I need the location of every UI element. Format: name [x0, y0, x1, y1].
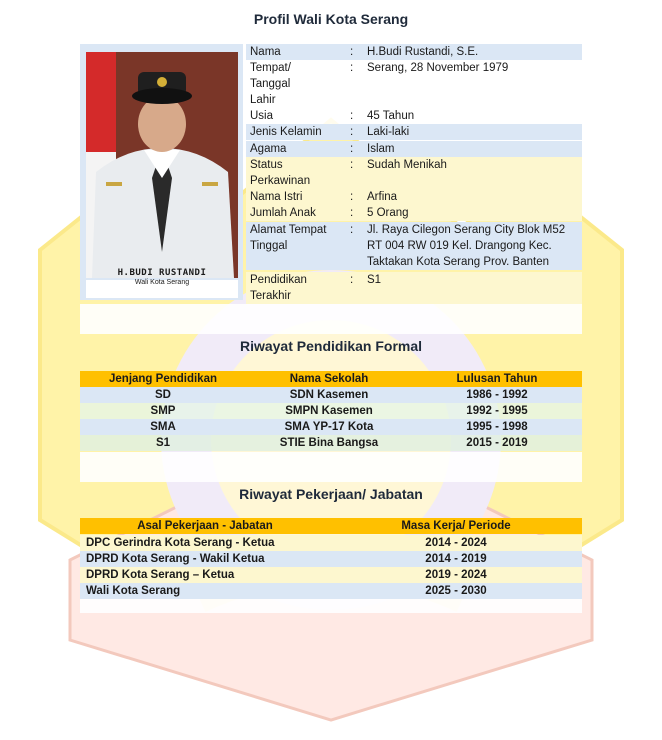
- education-row: [80, 435, 582, 451]
- profile-colon: :: [350, 110, 354, 122]
- profile-value: Serang, 28 November 1979: [367, 62, 509, 74]
- education-header-row: [80, 371, 582, 387]
- profile-label: Pendidikan Terakhir: [250, 274, 307, 302]
- profile-row-pendidikan-terakhir: [246, 272, 582, 304]
- education-cell: SMA: [150, 421, 176, 433]
- jobs-cell: 2014 - 2019: [425, 553, 487, 565]
- profile-colon: :: [350, 46, 354, 58]
- photo-caption-role: Wali Kota Serang: [134, 279, 190, 286]
- education-cell: SD: [155, 389, 171, 401]
- profile-value: Laki-laki: [367, 126, 410, 138]
- profile-value: S1: [367, 274, 382, 286]
- profile-row-jumlah-anak: [246, 205, 582, 221]
- profile-colon: :: [350, 224, 354, 236]
- education-cell: 1986 - 1992: [466, 389, 528, 401]
- education-title: Riwayat Pendidikan Formal: [239, 338, 423, 354]
- education-cell: SDN Kasemen: [289, 389, 369, 401]
- profile-row-nama-istri: [246, 189, 582, 205]
- spacer: [80, 599, 582, 613]
- jobs-cell: 2014 - 2024: [425, 537, 487, 549]
- profile-label: Jumlah Anak: [250, 207, 316, 219]
- jobs-cell: 2019 - 2024: [425, 569, 487, 581]
- photo-caption: [86, 268, 238, 298]
- profile-value: Arfina: [367, 191, 398, 203]
- profile-label: Tempat/ Tanggal Lahir: [250, 62, 291, 106]
- profile-row-alamat: [246, 222, 582, 270]
- profile-row-usia: [246, 108, 582, 124]
- education-cell: SMA YP-17 Kota: [284, 421, 374, 433]
- profile-row-jenis-kelamin: [246, 124, 582, 140]
- profile-colon: :: [350, 159, 354, 171]
- profile-value: H.Budi Rustandi, S.E.: [367, 46, 479, 58]
- profile-row-tempat-tanggal-lahir: [246, 60, 582, 108]
- profile-colon: :: [350, 62, 354, 74]
- profile-colon: :: [350, 143, 354, 155]
- profile-row-agama: [246, 141, 582, 157]
- education-header: Lulusan Tahun: [456, 373, 538, 385]
- mayor-portrait: [86, 52, 238, 278]
- profile-colon: :: [350, 191, 354, 203]
- education-cell: 2015 - 2019: [466, 437, 528, 449]
- education-row: [80, 403, 582, 419]
- profile-label: Agama: [250, 143, 287, 155]
- profile-row-status-perkawinan: [246, 157, 582, 189]
- spacer: [80, 452, 582, 482]
- education-cell: 1992 - 1995: [466, 405, 528, 417]
- spacer: [80, 304, 582, 334]
- education-cell: SMP: [150, 405, 176, 417]
- profile-colon: :: [350, 274, 354, 286]
- profile-label: Usia: [250, 110, 274, 122]
- education-cell: S1: [155, 437, 171, 449]
- jobs-header: Asal Pekerjaan - Jabatan: [137, 520, 273, 532]
- profile-label: Alamat Tempat Tinggal: [250, 224, 327, 252]
- education-header: Jenjang Pendidikan: [109, 373, 217, 385]
- jobs-title: Riwayat Pekerjaan/ Jabatan: [239, 486, 423, 502]
- education-cell: STIE Bina Bangsa: [279, 437, 379, 449]
- profile-title: Profil Wali Kota Serang: [80, 8, 582, 30]
- education-row: [80, 419, 582, 435]
- jobs-cell: 2025 - 2030: [425, 585, 487, 597]
- jobs-row: [80, 551, 582, 567]
- profile-value: Islam: [367, 143, 395, 155]
- photo-cell: [80, 44, 243, 300]
- education-row: [80, 387, 582, 403]
- jobs-cell: Wali Kota Serang: [86, 585, 181, 597]
- profile-label: Nama: [250, 46, 281, 58]
- education-cell: 1995 - 1998: [466, 421, 528, 433]
- education-header: Nama Sekolah: [289, 373, 369, 385]
- profile-value: 45 Tahun: [367, 110, 415, 122]
- profile-label: Jenis Kelamin: [250, 126, 322, 138]
- jobs-cell: DPC Gerindra Kota Serang - Ketua: [86, 537, 275, 549]
- jobs-cell: DPRD Kota Serang - Wakil Ketua: [86, 553, 265, 565]
- jobs-row: [80, 567, 582, 583]
- profile-value: Sudah Menikah: [367, 159, 447, 171]
- profile-value: Jl. Raya Cilegon Serang City Blok M52 RT 004 RW 019 Kel. Drangong Kec. Taktakan Kota Serang Prov. Banten: [367, 224, 566, 268]
- profile-label: Status Perkawinan: [250, 159, 311, 187]
- jobs-cell: DPRD Kota Serang – Ketua: [86, 569, 235, 581]
- jobs-header-row: [80, 518, 582, 534]
- jobs-header: Masa Kerja/ Periode: [401, 520, 511, 532]
- profile-row-nama: [246, 44, 582, 60]
- profile-colon: :: [350, 126, 354, 138]
- jobs-row: [80, 583, 582, 599]
- profile-colon: :: [350, 207, 354, 219]
- jobs-row: [80, 535, 582, 551]
- photo-caption-name: H.BUDI RUSTANDI: [117, 268, 207, 278]
- profile-value: 5 Orang: [367, 207, 409, 219]
- profile-label: Nama Istri: [250, 191, 303, 203]
- education-cell: SMPN Kasemen: [285, 405, 373, 417]
